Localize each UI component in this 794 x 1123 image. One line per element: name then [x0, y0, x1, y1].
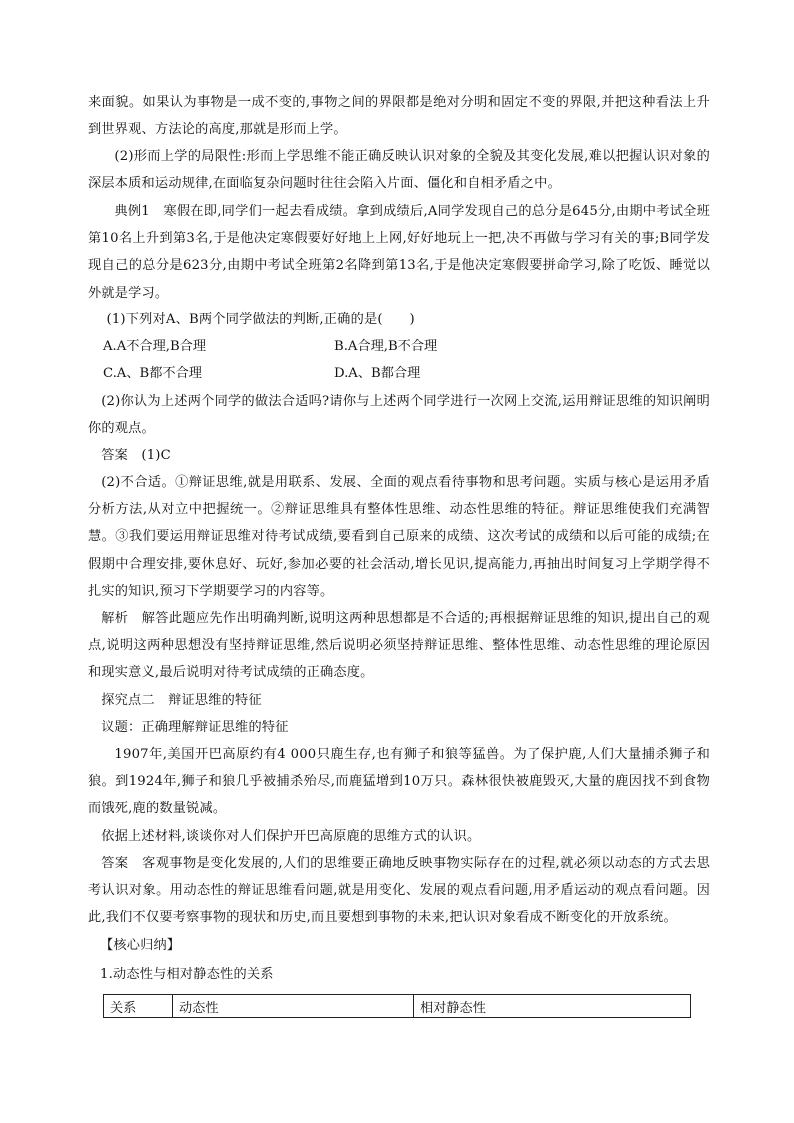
answer-2: (2)不合适。①辩证思维,就是用联系、发展、全面的观点看待事物和思考问题。实质与核心是运用矛盾分析方法,从对立中把握统一。②辩证思维具有整体性思维、动态性思维的特征。辩证思维使我们充满智慧。③我们要运用辩证思维对待考试成绩,要看到自己原来的成绩、这次考试的成绩和以后可能的成绩;在假期中合理安排,要休息好、玩好,参加必要的社会活动,增长见识,提高能力,再抽出时间复习上学期学得不扎实的知识,预习下学期要学习的内容等。 [88, 475, 710, 599]
table-header-dynamic: 动态性 [173, 995, 414, 1018]
material-question: 依据上述材料,谈谈你对人们保护开巴高原鹿的思维方式的认识。 [101, 829, 481, 844]
paragraph-metaphysics-definition: 来面貌。如果认为事物是一成不变的,事物之间的界限都是绝对分明和固定不变的界限,并把这种看法上升到世界观、方法论的高度,那就是形而上学。 [88, 95, 710, 138]
paragraph-metaphysics-limitation: (2)形而上学的局限性:形而上学思维不能正确反映认识对象的全貌及其变化发展,难以把握认识对象的深层本质和运动规律,在面临复杂问题时往往会陷入片面、僵化和自相矛盾之中。 [88, 149, 710, 192]
example-text: 寒假在即,同学们一起去看成绩。拿到成绩后,A同学发现自己的总分是645分,由期中考试全班第10名上升到第3名,于是他决定寒假要好好地上上网,好好地玩上一把,决不再做与学习有关的事;B同学发现自己的总分是623分,由期中考试全班第2名降到第13名,于是他决定寒假要拼命学习,除了吃饭、睡觉以外就是学习。 [88, 204, 710, 301]
analysis-text: 解答此题应先作出明确判断,说明这两种思想都是不合适的;再根据辩证思维的知识,提出自己的观点,说明这两种思想没有坚持辩证思维,然后说明必须坚持辩证思维、整体性思维、动态性思维的理论原因和现实意义,最后说明对待考试成绩的正确态度。 [88, 611, 711, 681]
core-summary-heading: 【核心归纳】 [100, 938, 181, 953]
material-text: 1907年,美国开巴高原约有4 000只鹿生存,也有狮子和狼等猛兽。为了保护鹿,人们大量捕杀狮子和狼。到1924年,狮子和狼几乎被捕杀殆尽,而鹿猛增到10万只。森林很快被鹿毁灭,大量的鹿因找不到食物而饿死,鹿的数量锐减。 [88, 747, 710, 817]
option-b: B.A合理,B不合理 [334, 339, 438, 354]
relation-table [103, 994, 691, 1018]
table-header-static: 相对静态性 [414, 995, 691, 1018]
answer-label: 答案 [101, 448, 128, 463]
table-header-row [104, 995, 691, 1018]
table-header-relation: 关系 [104, 995, 173, 1018]
example-1 [88, 198, 710, 307]
option-d: D.A、B都合理 [334, 366, 421, 381]
analysis-label: 解析 [101, 611, 129, 626]
topic-line: 议题：正确理解辩证思维的特征 [101, 720, 289, 735]
analysis [88, 605, 710, 687]
answer-1-text: (1)C [141, 448, 171, 463]
question-1: (1)下列对A、B两个同学做法的判断,正确的是( ) [106, 312, 415, 327]
question-2: (2)你认为上述两个同学的做法合适吗?请你与上述两个同学进行一次网上交流,运用辩证思维的知识阐明你的观点。 [88, 394, 710, 437]
example-label: 典例1 [114, 204, 150, 219]
summary-item-1: 1.动态性与相对静态性的关系 [100, 967, 274, 982]
option-c: C.A、B都不合理 [103, 366, 202, 381]
section-heading-2: 探究点二 辩证思维的特征 [101, 693, 262, 708]
answer-3-text: 客观事物是变化发展的,人们的思维要正确地反映事物实际存在的过程,就必须以动态的方式去思考认识对象。用动态性的辩证思维看问题,就是用变化、发展的观点看问题,用矛盾运动的观点看问题。因此,我们不仅要考察事物的现状和历史,而且要想到事物的未来,把认识对象看成不断变化的开放系统。 [88, 856, 710, 926]
answer-1 [88, 442, 710, 469]
option-a: A.A不合理,B合理 [103, 339, 207, 354]
answer-3 [88, 850, 710, 932]
answer-3-label: 答案 [101, 856, 129, 871]
